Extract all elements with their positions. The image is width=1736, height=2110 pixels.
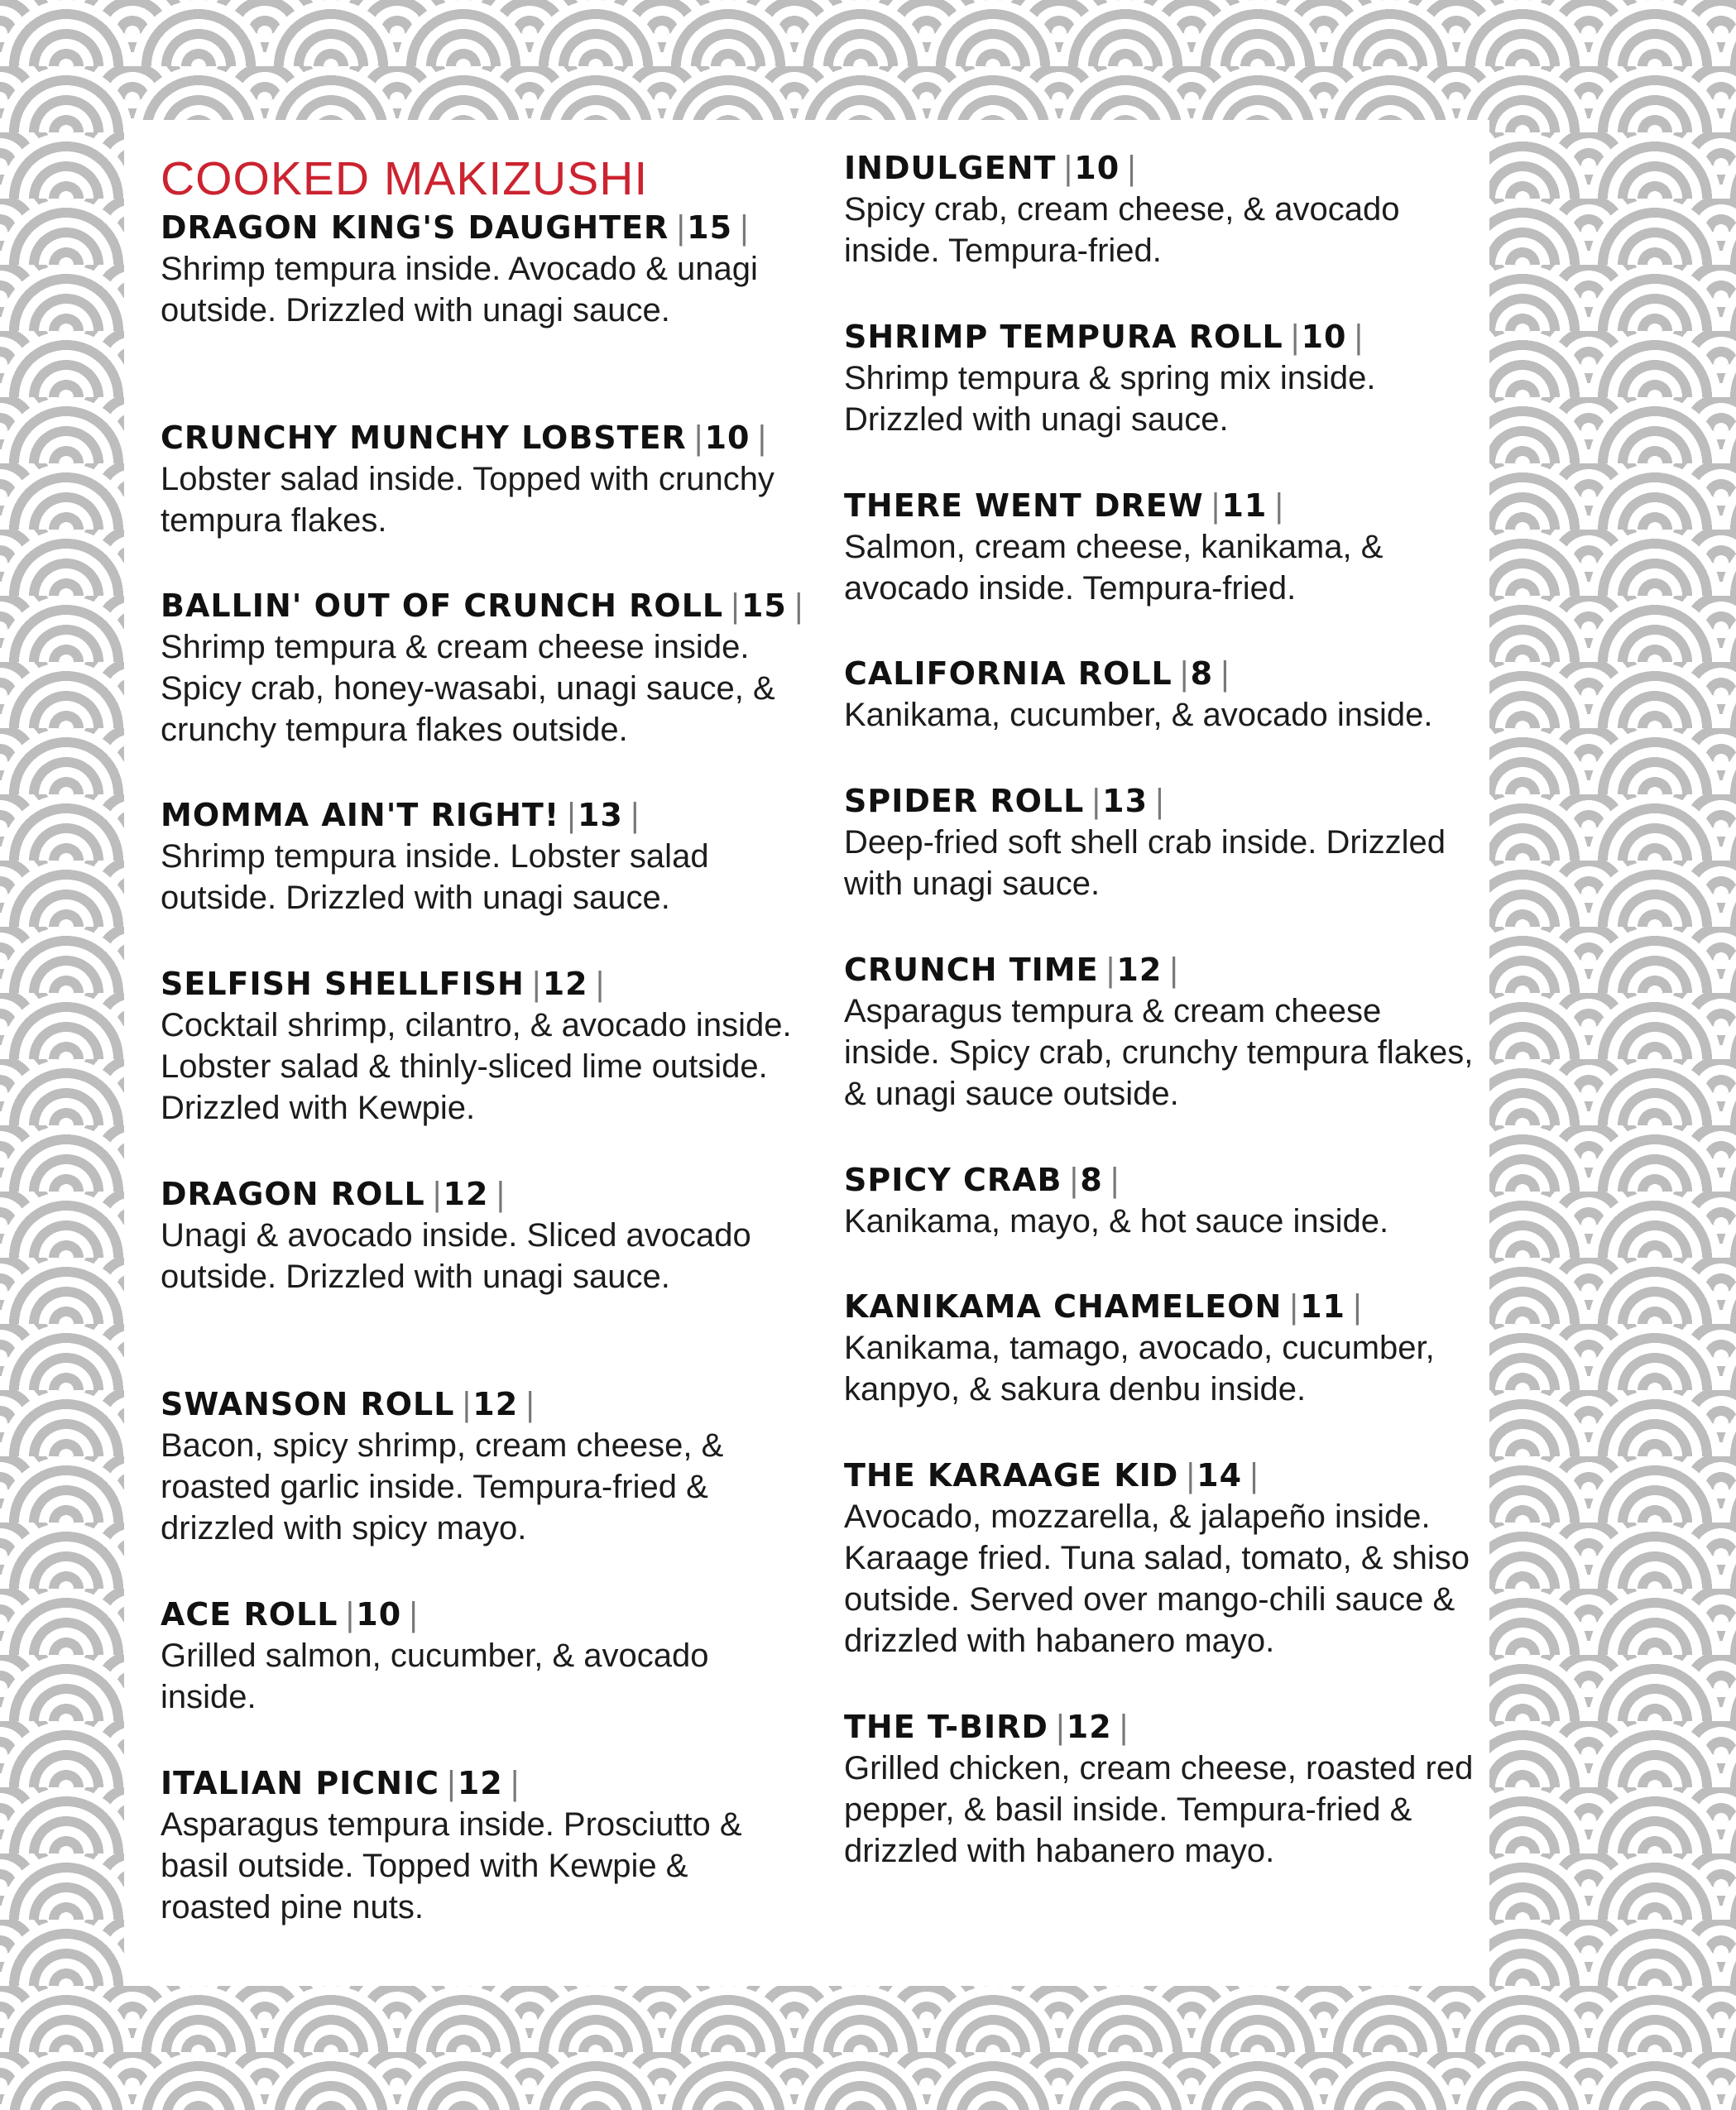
item-price: 12 (542, 966, 588, 1002)
item-price: 12 (443, 1176, 489, 1212)
item-name: ITALIAN PICNIC |12 | (161, 1765, 521, 1801)
item-price: 12 (457, 1765, 503, 1801)
item-price: 15 (741, 587, 787, 624)
item-name: KANIKAMA CHAMELEON |11 | (844, 1288, 1364, 1325)
section-title: COOKED MAKIZUSHI (161, 152, 649, 205)
item-price: 10 (1074, 150, 1120, 186)
item-price: 8 (1080, 1162, 1103, 1198)
item-price: 10 (356, 1596, 402, 1633)
item-description: Shrimp tempura inside. Avocado & unagi outside. Drizzled with unagi sauce. (161, 251, 758, 328)
item-price: 13 (1102, 783, 1149, 819)
menu-panel (124, 120, 1489, 1986)
item-description: Lobster salad inside. Topped with crunchy tempura flakes. (161, 461, 774, 539)
item-name: SPICY CRAB |8 | (844, 1162, 1121, 1198)
item-description: Avocado, mozzarella, & jalapeño inside. Karaage fried. Tuna salad, tomato, & shiso outside. Served over mango-chili sauce & drizzled with habanero mayo. (844, 1499, 1470, 1659)
menu-item (844, 485, 1481, 609)
item-name: SELFISH SHELLFISH |12 | (161, 966, 607, 1002)
item-description: Shrimp tempura & spring mix inside. Drizzled with unagi sauce. (844, 360, 1376, 438)
menu-item (161, 1173, 806, 1297)
menu-item (161, 417, 806, 541)
menu-item (161, 207, 806, 331)
item-price: 13 (577, 797, 623, 833)
item-name: MOMMA AIN'T RIGHT! |13 | (161, 797, 641, 833)
item-description: Spicy crab, cream cheese, & avocado inside. Tempura-fried. (844, 191, 1400, 269)
menu-item (844, 1286, 1481, 1410)
item-name: THERE WENT DREW |11 | (844, 487, 1286, 524)
item-name: DRAGON ROLL |12 | (161, 1176, 507, 1212)
item-price: 15 (687, 209, 733, 246)
item-description: Asparagus tempura & cream cheese inside. Spicy crab, crunchy tempura flakes, & unagi sauce outside. (844, 993, 1474, 1112)
menu-item (844, 1455, 1481, 1662)
item-price: 8 (1190, 655, 1214, 692)
item-name: CALIFORNIA ROLL |8 | (844, 655, 1231, 692)
menu-item (844, 653, 1481, 736)
item-name: SHRIMP TEMPURA ROLL |10 | (844, 319, 1365, 355)
item-price: 11 (1300, 1288, 1345, 1325)
item-price: 11 (1221, 487, 1268, 524)
item-name: THE T-BIRD |12 | (844, 1709, 1130, 1745)
item-name: SWANSON ROLL |12 | (161, 1386, 536, 1422)
menu-item (844, 147, 1481, 271)
item-description: Grilled chicken, cream cheese, roasted red pepper, & basil inside. Tempura-fried & drizzled with habanero mayo. (844, 1750, 1474, 1869)
item-price: 12 (1116, 952, 1163, 988)
item-price: 12 (1066, 1709, 1112, 1745)
item-description: Grilled salmon, cucumber, & avocado inside. (161, 1638, 709, 1715)
item-name: THE KARAAGE KID |14 | (844, 1457, 1260, 1494)
item-description: Cocktail shrimp, cilantro, & avocado inside. Lobster salad & thinly-sliced lime outside. Drizzled with Kewpie. (161, 1007, 792, 1126)
menu-item (844, 1159, 1481, 1242)
menu-item (161, 1762, 806, 1928)
item-name: ACE ROLL |10 | (161, 1596, 420, 1633)
menu-item (161, 1594, 806, 1718)
item-description: Unagi & avocado inside. Sliced avocado outside. Drizzled with unagi sauce. (161, 1217, 751, 1295)
item-name: CRUNCH TIME |12 | (844, 952, 1181, 988)
item-price: 14 (1196, 1457, 1243, 1494)
menu-column-left (161, 120, 806, 1925)
item-description: Deep-fried soft shell crab inside. Drizzled with unagi sauce. (844, 824, 1446, 902)
menu-item (844, 780, 1481, 904)
item-name: INDULGENT |10 | (844, 150, 1138, 186)
item-name: BALLIN' OUT OF CRUNCH ROLL |15 | (161, 587, 805, 624)
menu-item (161, 585, 806, 750)
item-price: 12 (472, 1386, 519, 1422)
menu-item (161, 1383, 806, 1549)
menu-item (844, 1706, 1481, 1872)
item-description: Kanikama, cucumber, & avocado inside. (844, 697, 1433, 733)
item-description: Salmon, cream cheese, kanikama, & avocado inside. Tempura-fried. (844, 529, 1384, 607)
item-name: CRUNCHY MUNCHY LOBSTER |10 | (161, 420, 769, 456)
item-price: 10 (704, 420, 751, 456)
menu-item (161, 963, 806, 1129)
item-description: Bacon, spicy shrimp, cream cheese, & roasted garlic inside. Tempura-fried & drizzled with spicy mayo. (161, 1427, 724, 1547)
item-description: Kanikama, tamago, avocado, cucumber, kanpyo, & sakura denbu inside. (844, 1330, 1435, 1407)
item-description: Shrimp tempura inside. Lobster salad outside. Drizzled with unagi sauce. (161, 838, 709, 916)
item-price: 10 (1301, 319, 1347, 355)
menu-item (161, 794, 806, 918)
menu-item (844, 316, 1481, 440)
item-description: Asparagus tempura inside. Prosciutto & basil outside. Topped with Kewpie & roasted pine nuts. (161, 1806, 742, 1925)
item-name: SPIDER ROLL |13 | (844, 783, 1166, 819)
item-description: Shrimp tempura & cream cheese inside. Spicy crab, honey-wasabi, unagi sauce, & crunchy tempura flakes outside. (161, 629, 775, 748)
item-description: Kanikama, mayo, & hot sauce inside. (844, 1203, 1389, 1240)
item-name: DRAGON KING'S DAUGHTER |15 | (161, 209, 751, 246)
menu-item (844, 949, 1481, 1115)
